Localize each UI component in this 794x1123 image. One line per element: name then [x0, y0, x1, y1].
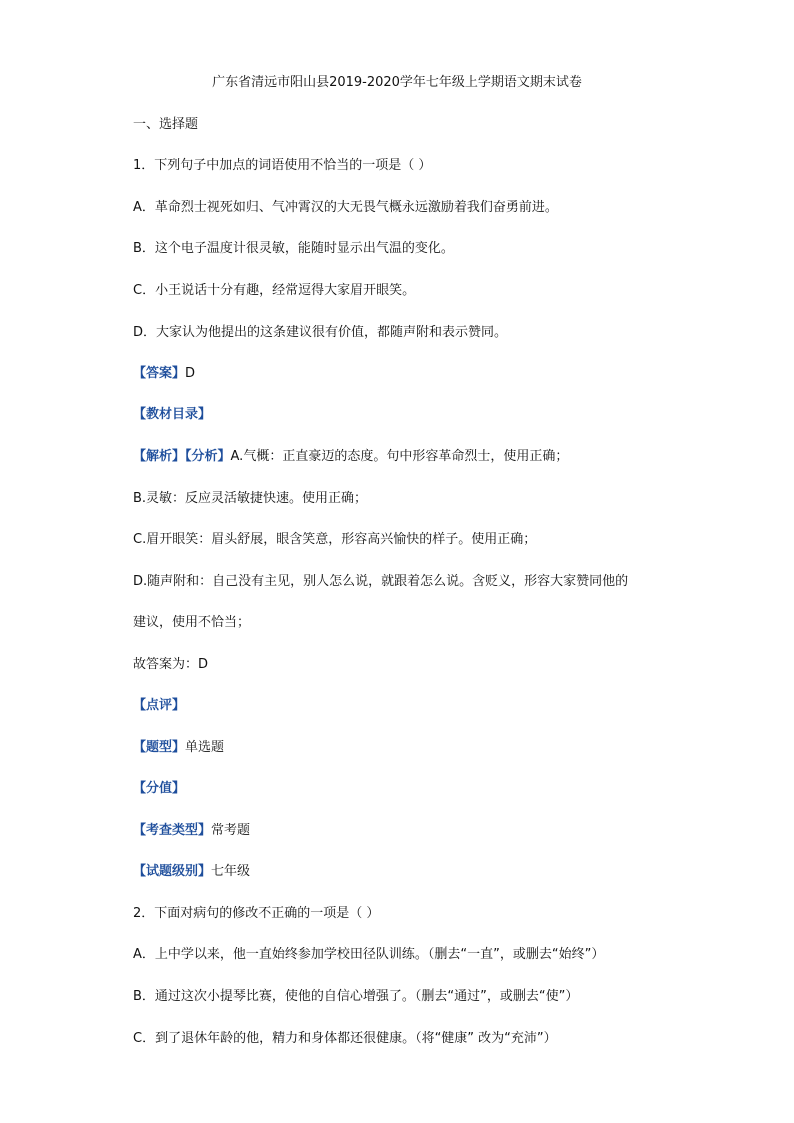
document-title: 广东省清远市阳山县2019-2020学年七年级上学期语文期末试卷 [212, 75, 582, 90]
comment-row [133, 697, 754, 715]
score-tag: 【分值】 [133, 781, 186, 796]
score-row [133, 780, 754, 798]
answer-tag: 【答案】 [133, 366, 186, 381]
exam-type-row [133, 822, 754, 840]
analysis-line-b: B.灵敏：反应灵活敏捷快速。使用正确； [133, 491, 368, 506]
answer-row [133, 365, 754, 383]
level-row [133, 863, 754, 881]
analysis-conclusion: 故答案为：D [133, 657, 209, 672]
question-1-option-c: C．小王说话十分有趣，经常逗得大家眉开眼笑。 [133, 283, 416, 298]
section-heading: 一、选择题 [133, 117, 199, 132]
analysis-tag: 【解析】【分析】 [133, 449, 231, 464]
analysis-row [133, 448, 754, 466]
answer-value: D [185, 366, 196, 381]
textbook-tag: 【教材目录】 [133, 407, 212, 422]
question-1-option-d: D．大家认为他提出的这条建议很有价值，都随声附和表示赞同。 [133, 325, 508, 340]
textbook-row [133, 406, 754, 424]
analysis-line-c: C.眉开眼笑：眉头舒展，眼含笑意，形容高兴愉快的样子。使用正确； [133, 532, 537, 547]
question-1-stem: 1．下列句子中加点的词语使用不恰当的一项是（ ） [133, 158, 432, 173]
question-2-stem: 2．下面对病句的修改不正确的一项是（ ） [133, 906, 380, 921]
question-1-option-a: A．革命烈士视死如归、气冲霄汉的大无畏气概永远激励着我们奋勇前进。 [133, 200, 558, 215]
analysis-line-a: A.气概：正直豪迈的态度。句中形容革命烈士，使用正确； [230, 449, 569, 464]
question-2-option-a: A．上中学以来，他一直始终参加学校田径队训练。（删去“一直”，或删去“始终”） [133, 947, 605, 962]
exam-type-value: 常考题 [211, 823, 251, 838]
question-2-option-c: C．到了退休年龄的他，精力和身体都还很健康。（将“健康” 改为“充沛”） [133, 1031, 557, 1046]
type-value: 单选题 [185, 740, 225, 755]
type-row [133, 739, 754, 757]
question-1-option-b: B．这个电子温度计很灵敏，能随时显示出气温的变化。 [133, 241, 454, 256]
comment-tag: 【点评】 [133, 698, 186, 713]
type-tag: 【题型】 [133, 740, 186, 755]
analysis-line-d: D.随声附和：自己没有主见，别人怎么说，就跟着怎么说。含贬义，形容大家赞同他的 [133, 574, 629, 589]
analysis-line-d-cont: 建议，使用不恰当； [133, 615, 251, 630]
exam-type-tag: 【考查类型】 [133, 823, 212, 838]
level-value: 七年级 [211, 864, 251, 879]
level-tag: 【试题级别】 [133, 864, 212, 879]
question-2-option-b: B．通过这次小提琴比赛，使他的自信心增强了。（删去“通过”，或删去“使”） [133, 989, 579, 1004]
